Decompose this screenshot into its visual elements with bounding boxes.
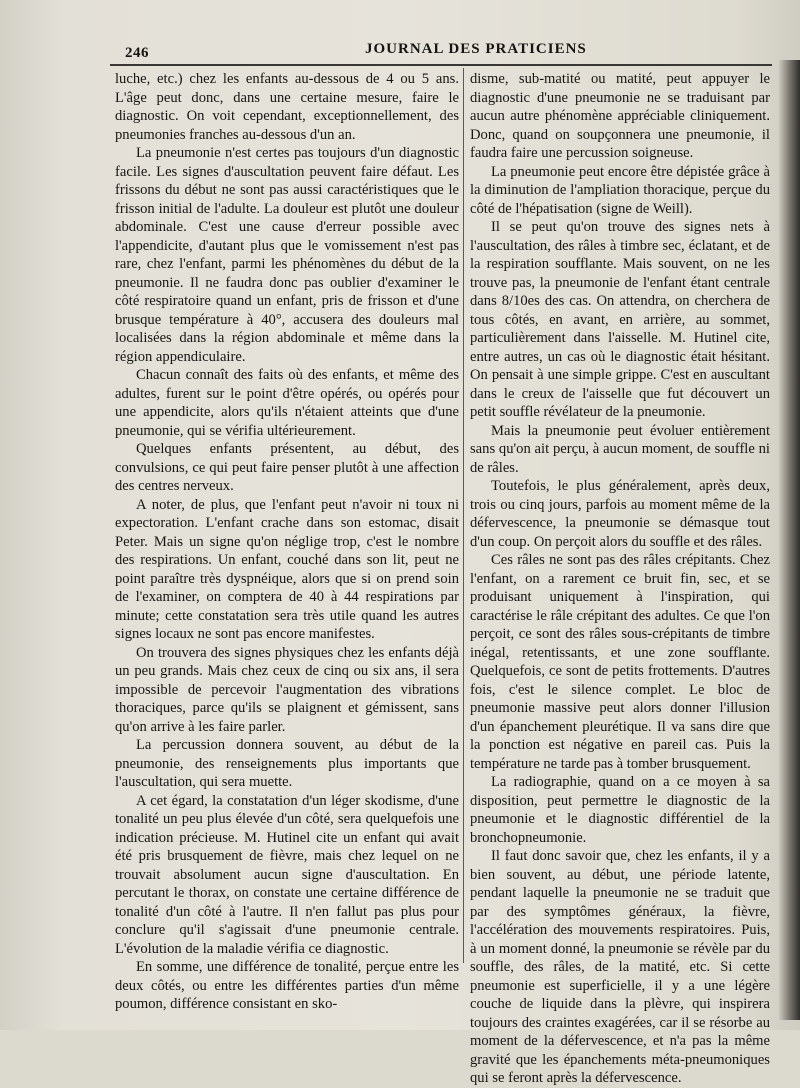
paragraph: La percussion donnera souvent, au début de la pneumonie, des renseignements plus importants que l'auscultation, qui sera muette. xyxy=(115,737,459,790)
paragraph: Il faut donc savoir que, chez les enfants, il y a bien souvent, au début, une période latente, pendant laquelle la pneumonie ne se traduit que par des symptômes généraux, la fièvre, l'accélération des mouvements respiratoires. Puis, à un moment donné, la pneumonie se révèle par du souffle, des râles, de la matité, etc. Si cette pneumonie est superficielle, il y a une légère couche de liquide dans la plèvre, qui inspirera toujours des craintes exagérées, car il se résorbe au moment de la défervescence, et n'a pas la même gravité que les épanchements méta-pneumoniques qui se feront après la défervescence. xyxy=(470,848,770,1086)
paragraph: La radiographie, quand on a ce moyen à sa disposition, peut permettre le diagnostic de la pneumonie et le diagnostic différentiel de la bronchopneumonie. xyxy=(470,774,770,846)
right-column xyxy=(470,70,770,1088)
paragraph: Mais la pneumonie peut évoluer entièrement sans qu'on ait perçu, à aucun moment, de souffle ni de râles. xyxy=(470,422,770,476)
paragraph: disme, sub-matité ou matité, peut appuyer le diagnostic d'une pneumonie ne se traduisant par aucun autre phénomène appréciable cliniquement. Donc, quand on soupçonnera une pneumonie, il faudra faire une percussion soigneuse. xyxy=(470,71,770,161)
paragraph: On trouvera des signes physiques chez les enfants déjà un peu grands. Mais chez ceux de cinq ou six ans, il sera impossible de percevoir l'augmentation des vibrations thoraciques, parce qu'ils se plaignent et gémissent, sans qu'on arrive à les faire parler. xyxy=(115,644,459,735)
paragraph: La pneumonie n'est certes pas toujours d'un diagnostic facile. Les signes d'auscultation peuvent faire défaut. Les frissons du début ne sont pas aussi caractéristiques que le frisson initial de l'adulte. La douleur est plutôt une douleur abdominale. C'est une cause d'erreur possible avec l'appendicite, d'autant plus que le vomissement n'est pas rare, chez l'enfant, parmi les phénomènes du début de la pneumonie. Il ne faudra donc pas oublier d'examiner le côté respiratoire quand un enfant, pris de frisson et d'une brusque température à 40°, accusera des douleurs mal localisées dans la région abdominale et même dans la région appendiculaire. xyxy=(115,145,459,365)
paragraph: Quelques enfants présentent, au début, des convulsions, ce qui peut faire penser plutôt à une affection des centres nerveux. xyxy=(115,441,459,494)
column-divider xyxy=(463,68,464,963)
header-rule xyxy=(110,64,772,66)
running-header xyxy=(110,40,770,64)
paragraph: Ces râles ne sont pas des râles crépitants. Chez l'enfant, on a rarement ce bruit fin, sec, et se produisant uniquement à l'inspiration, qui caractérise le râle crépitant des adultes. Ce que l'on perçoit, ce sont des râles sous-crépitants de timbre inégal, retentissants, et une zone soufflante. Quelquefois, ce sont de petits frottements. D'autres fois, c'est le silence complet. Le bloc de pneumonie massive peut alors donner l'illusion d'un épanchement pleurétique. Il va sans dire que la ponction est négative en pareil cas. Puis la température ne tarde pas à tomber brusquement. xyxy=(470,552,770,772)
paragraph: A cet égard, la constatation d'un léger skodisme, d'une tonalité un peu plus élevée d'un côté, sera quelquefois une indication précieuse. M. Hutinel cite un enfant qui avait été pris brusquement de fièvre, mais chez lequel on ne trouvait absolument aucun signe d'auscultation. En percutant le thorax, on constate une certaine différence de tonalité d'un côté à l'autre. Il n'en fallut pas plus pour conclure qu'il s'agissait d'une pneumonie centrale. L'évolution de la maladie vérifia ce diagnostic. xyxy=(115,792,459,957)
paragraph: Toutefois, le plus généralement, après deux, trois ou cinq jours, parfois au moment même de la défervescence, la pneumonie se démasque tout d'un coup. On perçoit alors du souffle et des râles. xyxy=(470,478,770,550)
page-gutter-shadow xyxy=(778,60,800,1020)
left-column xyxy=(115,70,459,1014)
page-number: 246 xyxy=(125,45,149,61)
paragraph: La pneumonie peut encore être dépistée grâce à la diminution de l'ampliation thoracique, perçue du côté de l'hépatisation (signe de Weill). xyxy=(470,163,770,217)
paragraph: luche, etc.) chez les enfants au-dessous de 4 ou 5 ans. L'âge peut donc, dans une certaine mesure, faire le diagnostic. On voit cependant, exceptionnellement, des pneumonies franches au-dessous d'un an. xyxy=(115,71,459,143)
paragraph: Chacun connaît des faits où des enfants, et même des adultes, furent sur le point d'être opérés, ou opérés pour une appendicite, alors qu'ils n'étaient atteints que d'une pneumonie, qui se vérifia ultérieurement. xyxy=(115,367,459,439)
paragraph: En somme, une différence de tonalité, perçue entre les deux côtés, ou entre les différentes parties d'un même poumon, différence consistant en sko- xyxy=(115,959,459,1012)
running-title: JOURNAL DES PRATICIENS xyxy=(365,41,587,57)
paragraph: Il se peut qu'on trouve des signes nets à l'auscultation, des râles à timbre sec, éclatant, et de la respiration soufflante. Mais souvent, on ne les trouve pas, la pneumonie de l'enfant étant centrale dans 8/10es des cas. On attendra, on cherchera de tous côtés, en avant, en arrière, au sommet, particulièrement dans l'aisselle. M. Hutinel cite, entre autres, un cas où le diagnostic était hésitant. On pensait à une simple grippe. C'est en auscultant dans le creux de l'aisselle que fut découvert un petit souffle révélateur de la pneumonie. xyxy=(470,219,770,420)
paragraph: A noter, de plus, que l'enfant peut n'avoir ni toux ni expectoration. L'enfant crache dans son estomac, disait Peter. Mais un signe qu'on néglige trop, c'est le nombre des respirations. Un enfant, couché dans son lit, peut ne point paraître très dyspnéique, alors que si on prend soin de l'examiner, on comptera de 40 à 44 respirations par minute; cette constatation sera très utile quand les autres signes locaux ne sont pas encore manifestes. xyxy=(115,496,459,642)
